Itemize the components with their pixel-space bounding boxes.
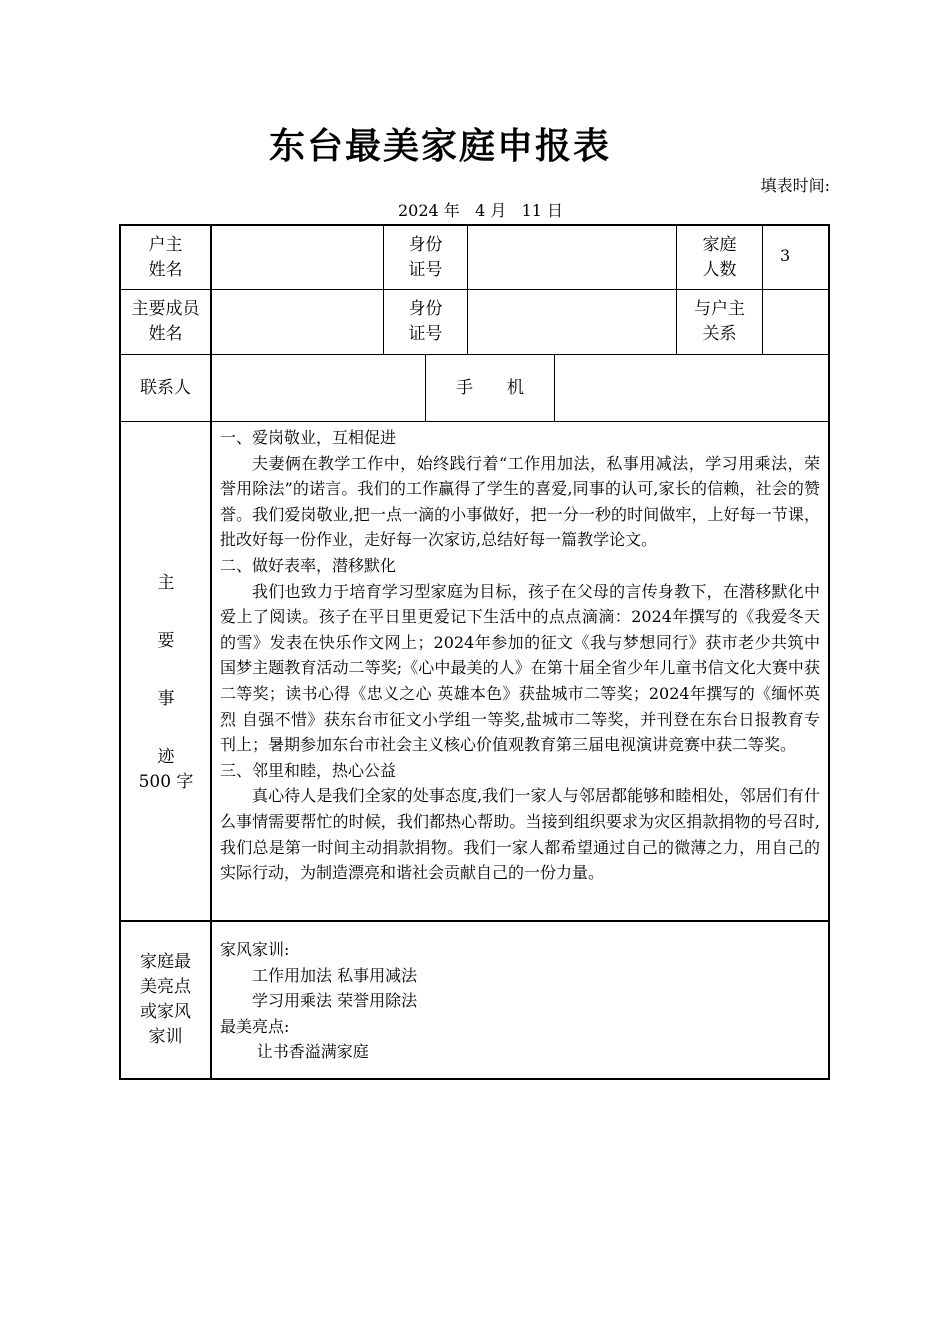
- section-paragraph: 我们也致力于培育学习型家庭为目标，孩子在父母的言传身教下，在潜移默化中爱上了阅读。孩子在平日里更爱记下生活中的点点滴滴：2024年撰写的《我爱冬天的雪》发表在快乐作文网上；2024年参加的征文《我与梦想同行》获市老少共筑中国梦主题教育活动二等奖;《心中最美的人》在第十届全省少年儿童书信文化大赛中获二等奖；读书心得《忠义之心 英雄本色》获盐城市二等奖；2024年撰写的《缅怀英烈 自强不惜》获东台市征文小学组一等奖,盐城市二等奖，并刊登在东台日报教育专刊上；暑期参加东台市社会主义核心价值观教育第三届电视演讲竞赛中获二等奖。: [220, 581, 820, 755]
- member-id-number-field[interactable]: [468, 290, 676, 354]
- main-deeds-label: [121, 571, 211, 795]
- relation-label: 与户主 关系: [694, 299, 745, 344]
- highlight-label: 最美亮点:: [220, 1016, 290, 1036]
- fill-date: 2024 年 4 月 11 日: [398, 201, 564, 220]
- main-member-name-field[interactable]: [212, 290, 383, 354]
- id-number-label: 身份 证号: [408, 234, 443, 280]
- section-heading: 一、爱岗敬业，互相促进: [220, 428, 397, 447]
- main-deeds-label-char: 迹: [157, 747, 175, 767]
- section-heading: 三、邻里和睦，热心公益: [220, 760, 397, 780]
- phone-label: 手 机: [456, 377, 524, 398]
- row-divider: [120, 421, 830, 422]
- section-paragraph: 夫妻俩在教学工作中，始终践行着“工作用加法，私事用减法，学习用乘法，荣誉用除法”的诺言。我们的工作赢得了学生的喜爱,同事的认可,家长的信赖，社会的赞誉。我们爱岗敬业,把一点一滴的小事做好，把一分一秒的时间做牢，上好每一节课，批改好每一份作业，走好每一次家访,总结好每一篇教学论文。: [220, 453, 820, 550]
- section-heading: 二、做好表率，潜移默化: [220, 555, 397, 575]
- main-deeds-text: [220, 425, 820, 886]
- page-title: 东台最美家庭申报表: [268, 126, 611, 167]
- contact-field[interactable]: [212, 355, 425, 421]
- motto-label: 家风家训:: [220, 940, 290, 959]
- householder-name-label: 户主 姓名: [148, 234, 183, 280]
- family-count-field[interactable]: 3: [780, 246, 791, 265]
- main-deeds-label-char: 要: [157, 631, 175, 651]
- section-paragraph: 真心待人是我们全家的处事态度,我们一家人与邻居都能够和睦相处，邻居们有什么事情需要帮忙的时候，我们都热心帮助。当接到组织要求为灾区捐款捐物的号召时,我们总是第一时间主动捐款捐物。我们一家人都希望通过自己的微薄之力，用自己的实际行动，为制造漂亮和谐社会贡献自己的一份力量。: [220, 786, 820, 883]
- main-deeds-label-char: 事: [157, 689, 175, 709]
- phone-field[interactable]: [555, 355, 828, 421]
- motto-line: 工作用加法 私事用减法: [252, 965, 418, 985]
- main-member-name-label: 主要成员 姓名: [131, 299, 200, 344]
- contact-label: 联系人: [140, 377, 191, 398]
- family-motto-text: [220, 937, 820, 1065]
- main-deeds-label-char: 500 字: [138, 772, 194, 792]
- householder-name-field[interactable]: [212, 226, 383, 289]
- row-divider: [120, 920, 830, 922]
- member-id-number-label: 身份 证号: [408, 299, 443, 344]
- family-count-label: 家庭 人数: [702, 234, 737, 280]
- main-deeds-label-char: 主: [157, 573, 175, 593]
- family-motto-label: 家庭最 美亮点 或家风 家训: [140, 952, 191, 1047]
- id-number-field[interactable]: [468, 226, 676, 289]
- relation-field[interactable]: [763, 290, 828, 354]
- motto-line: 学习用乘法 荣誉用除法: [252, 991, 418, 1011]
- highlight-line: 让书香溢满家庭: [256, 1042, 369, 1062]
- fill-time-label: 填表时间:: [760, 176, 830, 195]
